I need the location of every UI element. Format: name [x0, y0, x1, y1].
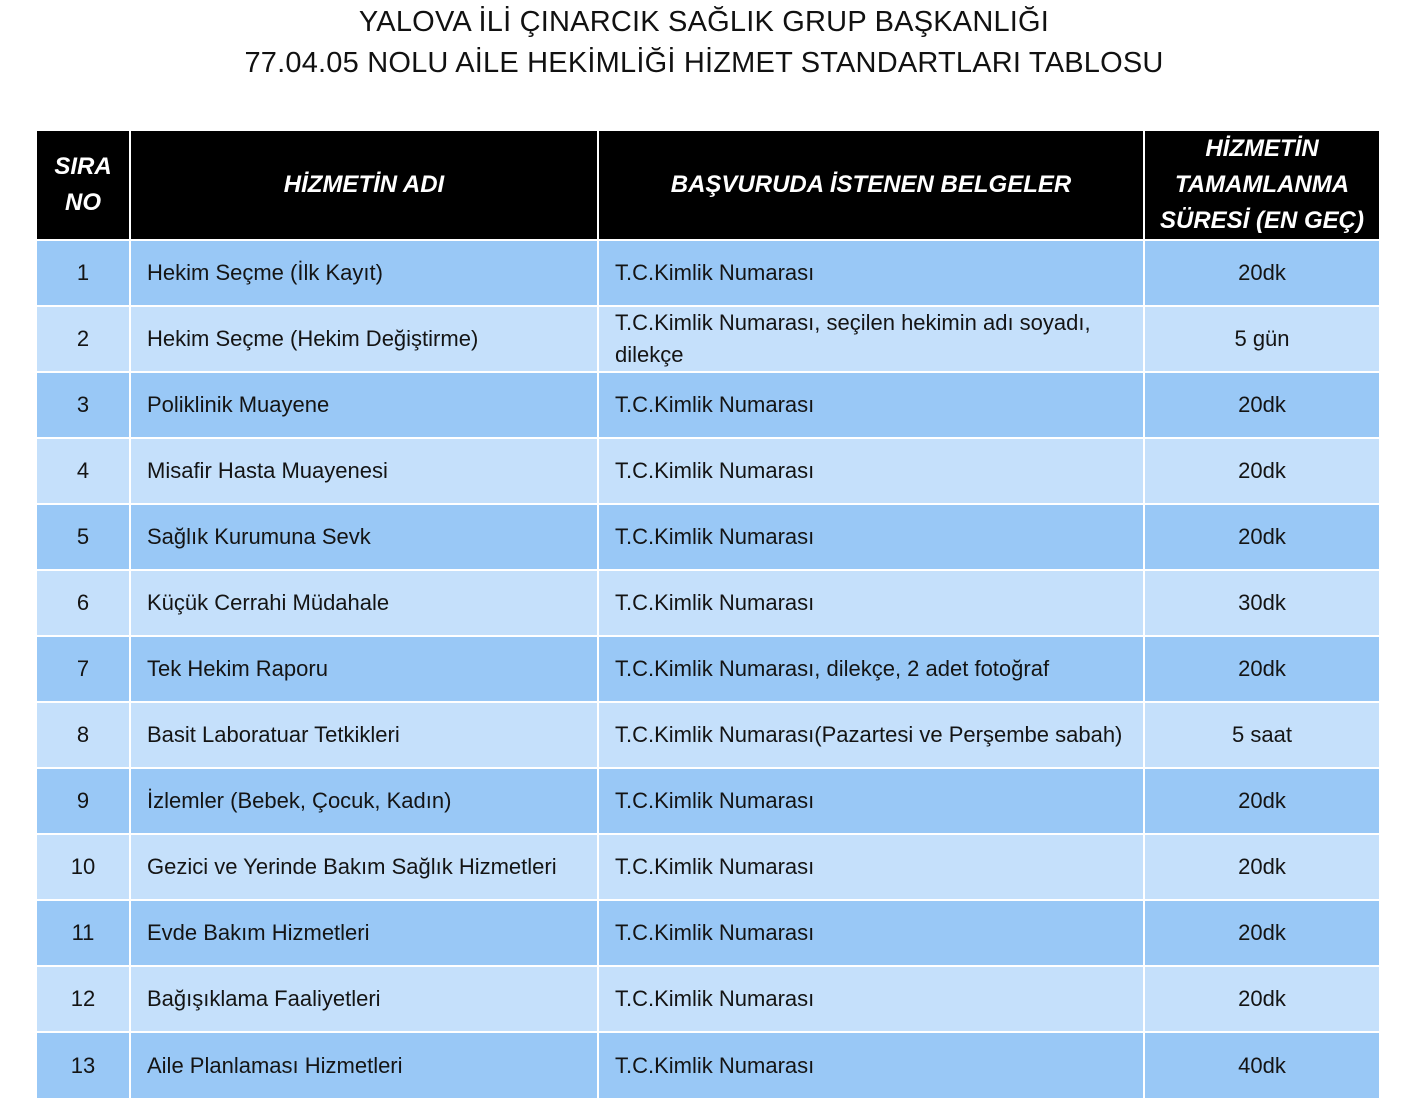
service-standards-table: [37, 131, 1379, 1098]
completion-time: 20dk: [1144, 636, 1379, 702]
row-number: 4: [37, 438, 130, 504]
completion-time: 5 saat: [1144, 702, 1379, 768]
completion-time: 20dk: [1144, 768, 1379, 834]
column-header-no-line2: NO: [65, 189, 101, 216]
row-number: 11: [37, 900, 130, 966]
row-number: 13: [37, 1032, 130, 1098]
service-name: Poliklinik Muayene: [130, 372, 598, 438]
row-number: 1: [37, 240, 130, 306]
required-documents: T.C.Kimlik Numarası, dilekçe, 2 adet fotoğraf: [598, 636, 1144, 702]
table-row: [37, 240, 1379, 306]
required-documents: T.C.Kimlik Numarası: [598, 504, 1144, 570]
service-name: Hekim Seçme (Hekim Değiştirme): [130, 306, 598, 372]
completion-time: 40dk: [1144, 1032, 1379, 1098]
row-number: 6: [37, 570, 130, 636]
column-header-duration: [1144, 131, 1379, 240]
column-header-service: HİZMETİN ADI: [130, 131, 598, 240]
table-row: [37, 1032, 1379, 1098]
service-name: Bağışıklama Faaliyetleri: [130, 966, 598, 1032]
completion-time: 5 gün: [1144, 306, 1379, 372]
table-row: [37, 438, 1379, 504]
title-line-1: YALOVA İLİ ÇINARCIK SAĞLIK GRUP BAŞKANLIĞI: [358, 6, 1050, 38]
service-name: Küçük Cerrahi Müdahale: [130, 570, 598, 636]
completion-time: 30dk: [1144, 570, 1379, 636]
row-number: 12: [37, 966, 130, 1032]
column-header-duration-line2: TAMAMLANMA: [1174, 171, 1350, 198]
table-row: [37, 372, 1379, 438]
service-name: Hekim Seçme (İlk Kayıt): [130, 240, 598, 306]
service-name: Aile Planlaması Hizmetleri: [130, 1032, 598, 1098]
completion-time: 20dk: [1144, 834, 1379, 900]
table-row: [37, 702, 1379, 768]
service-name: İzlemler (Bebek, Çocuk, Kadın): [130, 768, 598, 834]
required-documents: T.C.Kimlik Numarası: [598, 900, 1144, 966]
document-title: [0, 2, 1408, 84]
table-row: [37, 306, 1379, 372]
completion-time: 20dk: [1144, 438, 1379, 504]
table-row: [37, 636, 1379, 702]
table-row: [37, 834, 1379, 900]
column-header-duration-line1: HİZMETİN: [1205, 135, 1319, 162]
service-name: Misafir Hasta Muayenesi: [130, 438, 598, 504]
required-documents: T.C.Kimlik Numarası, seçilen hekimin adı soyadı, dilekçe: [598, 306, 1144, 372]
completion-time: 20dk: [1144, 240, 1379, 306]
row-number: 2: [37, 306, 130, 372]
row-number: 10: [37, 834, 130, 900]
completion-time: 20dk: [1144, 504, 1379, 570]
table-row: [37, 504, 1379, 570]
table-row: [37, 900, 1379, 966]
row-number: 8: [37, 702, 130, 768]
service-name: Tek Hekim Raporu: [130, 636, 598, 702]
required-documents: T.C.Kimlik Numarası: [598, 834, 1144, 900]
service-name: Evde Bakım Hizmetleri: [130, 900, 598, 966]
required-documents: T.C.Kimlik Numarası: [598, 768, 1144, 834]
table-row: [37, 768, 1379, 834]
table-row: [37, 966, 1379, 1032]
service-name: Sağlık Kurumuna Sevk: [130, 504, 598, 570]
service-name: Gezici ve Yerinde Bakım Sağlık Hizmetleri: [130, 834, 598, 900]
row-number: 9: [37, 768, 130, 834]
table-row: [37, 570, 1379, 636]
required-documents: T.C.Kimlik Numarası: [598, 1032, 1144, 1098]
column-header-no: [37, 131, 130, 240]
completion-time: 20dk: [1144, 966, 1379, 1032]
required-documents: T.C.Kimlik Numarası: [598, 240, 1144, 306]
required-documents: T.C.Kimlik Numarası: [598, 438, 1144, 504]
required-documents: T.C.Kimlik Numarası: [598, 372, 1144, 438]
row-number: 7: [37, 636, 130, 702]
required-documents: T.C.Kimlik Numarası: [598, 570, 1144, 636]
completion-time: 20dk: [1144, 372, 1379, 438]
title-line-2: 77.04.05 NOLU AİLE HEKİMLİĞİ HİZMET STANDARTLARI TABLOSU: [244, 47, 1164, 79]
row-number: 5: [37, 504, 130, 570]
required-documents: T.C.Kimlik Numarası: [598, 966, 1144, 1032]
required-documents: T.C.Kimlik Numarası(Pazartesi ve Perşembe sabah): [598, 702, 1144, 768]
service-name: Basit Laboratuar Tetkikleri: [130, 702, 598, 768]
completion-time: 20dk: [1144, 900, 1379, 966]
table-header-row: [37, 131, 1379, 240]
row-number: 3: [37, 372, 130, 438]
column-header-no-line1: SIRA: [54, 153, 112, 180]
column-header-documents: BAŞVURUDA İSTENEN BELGELER: [598, 131, 1144, 240]
column-header-duration-line3: SÜRESİ (EN GEÇ): [1159, 207, 1365, 234]
